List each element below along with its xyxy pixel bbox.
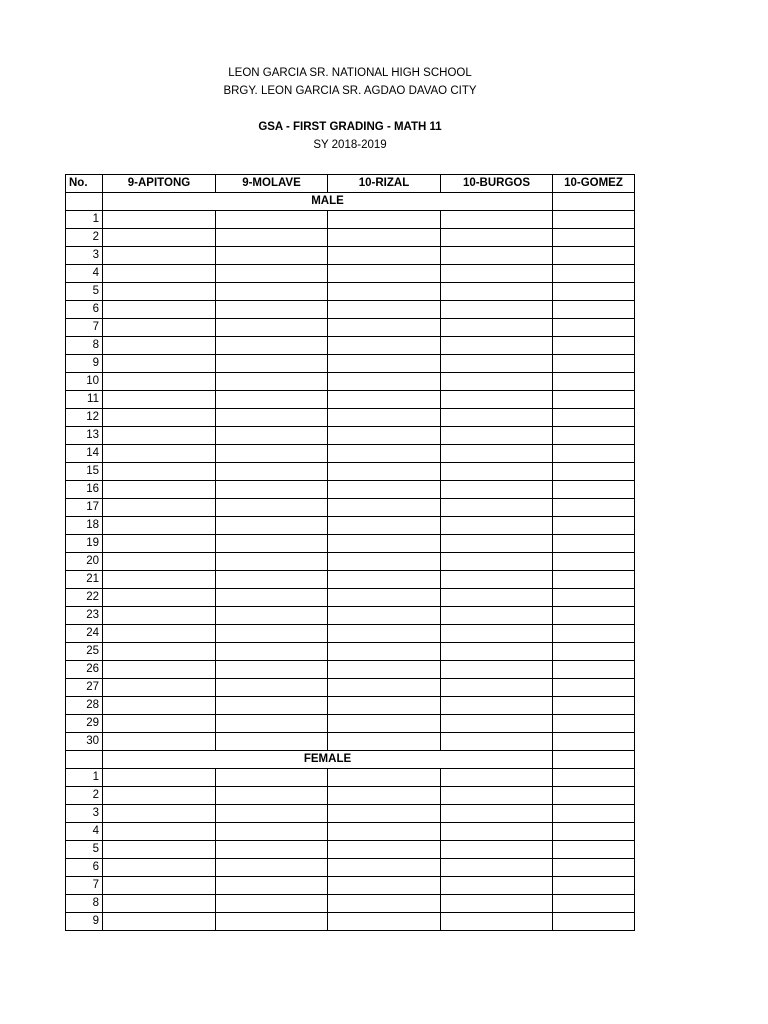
grade-cell[interactable]: [103, 715, 216, 733]
grade-cell[interactable]: [328, 607, 441, 625]
grade-cell[interactable]: [328, 265, 441, 283]
grade-cell[interactable]: [216, 463, 328, 481]
female-row-number: 3: [66, 805, 103, 823]
grade-cell[interactable]: [216, 859, 328, 877]
grade-cell[interactable]: [103, 805, 216, 823]
grade-cell[interactable]: [103, 877, 216, 895]
grade-cell[interactable]: [328, 841, 441, 859]
school-address: BRGY. LEON GARCIA SR. AGDAO DAVAO CITY: [223, 85, 477, 97]
grade-cell[interactable]: [103, 571, 216, 589]
column-header-10-gomez: 10-GOMEZ: [553, 175, 635, 193]
grade-cell[interactable]: [216, 337, 328, 355]
grade-cell[interactable]: [328, 769, 441, 787]
grade-cell[interactable]: [103, 679, 216, 697]
grade-cell[interactable]: [103, 391, 216, 409]
grade-sheet-table: [65, 174, 635, 931]
grade-cell[interactable]: [216, 391, 328, 409]
table-row: [66, 283, 635, 301]
male-row-number: 14: [66, 445, 103, 463]
grade-cell[interactable]: [328, 283, 441, 301]
grade-cell[interactable]: [328, 211, 441, 229]
female-row-number: 8: [66, 895, 103, 913]
grade-cell[interactable]: [553, 535, 635, 553]
grade-cell[interactable]: [328, 301, 441, 319]
grade-cell[interactable]: [103, 553, 216, 571]
grade-cell[interactable]: [553, 823, 635, 841]
grade-cell[interactable]: [441, 535, 553, 553]
grade-cell[interactable]: [216, 841, 328, 859]
table-body: [66, 193, 635, 931]
grade-cell[interactable]: [103, 517, 216, 535]
table-row: [66, 661, 635, 679]
grade-cell[interactable]: [441, 733, 553, 751]
table-row: [66, 733, 635, 751]
male-row-number: 19: [66, 535, 103, 553]
grade-cell[interactable]: [553, 679, 635, 697]
grade-cell[interactable]: [441, 661, 553, 679]
male-row-number: 13: [66, 427, 103, 445]
grade-cell[interactable]: [328, 553, 441, 571]
grade-cell[interactable]: [553, 661, 635, 679]
table-row: [66, 679, 635, 697]
grade-cell[interactable]: [103, 697, 216, 715]
male-row-number: 22: [66, 589, 103, 607]
grade-cell[interactable]: [553, 643, 635, 661]
grade-cell[interactable]: [553, 553, 635, 571]
grade-cell[interactable]: [441, 409, 553, 427]
column-header-9-molave: 9-MOLAVE: [216, 175, 328, 193]
table-row: [66, 913, 635, 931]
grade-cell[interactable]: [553, 229, 635, 247]
grade-cell[interactable]: [441, 895, 553, 913]
grade-cell[interactable]: [216, 355, 328, 373]
grade-cell[interactable]: [103, 427, 216, 445]
grade-cell[interactable]: [216, 229, 328, 247]
grade-cell[interactable]: [216, 301, 328, 319]
grade-cell[interactable]: [553, 445, 635, 463]
female-row-number: 2: [66, 787, 103, 805]
grade-cell[interactable]: [553, 265, 635, 283]
grade-cell[interactable]: [216, 481, 328, 499]
male-row-number: 4: [66, 265, 103, 283]
table-row: [66, 391, 635, 409]
grade-cell[interactable]: [216, 805, 328, 823]
grade-cell[interactable]: [441, 787, 553, 805]
grade-cell[interactable]: [441, 823, 553, 841]
grade-cell[interactable]: [103, 445, 216, 463]
grade-cell[interactable]: [441, 229, 553, 247]
grade-cell[interactable]: [103, 247, 216, 265]
grade-cell[interactable]: [328, 319, 441, 337]
grade-cell[interactable]: [216, 265, 328, 283]
grade-cell[interactable]: [216, 553, 328, 571]
male-row-number: 2: [66, 229, 103, 247]
grade-cell[interactable]: [216, 517, 328, 535]
grade-cell[interactable]: [216, 787, 328, 805]
grade-cell[interactable]: [103, 229, 216, 247]
school-name: LEON GARCIA SR. NATIONAL HIGH SCHOOL: [228, 67, 472, 79]
grade-cell[interactable]: [441, 337, 553, 355]
grade-cell[interactable]: [216, 895, 328, 913]
table-row: [66, 337, 635, 355]
grade-cell[interactable]: [328, 355, 441, 373]
female-row-number: 7: [66, 877, 103, 895]
grade-cell[interactable]: [553, 427, 635, 445]
grade-cell[interactable]: [328, 697, 441, 715]
table-row: [66, 607, 635, 625]
grade-cell[interactable]: [553, 409, 635, 427]
blank-cell: [66, 193, 103, 211]
male-row-number: 23: [66, 607, 103, 625]
grade-cell[interactable]: [553, 211, 635, 229]
grade-cell[interactable]: [103, 859, 216, 877]
table-header-row: [66, 175, 635, 193]
grade-cell[interactable]: [103, 409, 216, 427]
grade-cell[interactable]: [441, 247, 553, 265]
grade-cell[interactable]: [216, 733, 328, 751]
grade-cell[interactable]: [553, 589, 635, 607]
grade-cell[interactable]: [216, 643, 328, 661]
grade-cell[interactable]: [441, 643, 553, 661]
table-row: [66, 823, 635, 841]
grade-cell[interactable]: [553, 355, 635, 373]
table-row: [66, 859, 635, 877]
grade-cell[interactable]: [441, 391, 553, 409]
grade-cell[interactable]: [328, 571, 441, 589]
grade-cell[interactable]: [441, 265, 553, 283]
grade-cell[interactable]: [328, 715, 441, 733]
grade-cell[interactable]: [553, 337, 635, 355]
table-row: [66, 319, 635, 337]
grade-cell[interactable]: [441, 301, 553, 319]
grade-cell[interactable]: [553, 769, 635, 787]
grade-cell[interactable]: [441, 427, 553, 445]
column-header-9-apitong: 9-APITONG: [103, 175, 216, 193]
grade-cell[interactable]: [328, 373, 441, 391]
grade-cell[interactable]: [553, 715, 635, 733]
grade-cell[interactable]: [441, 517, 553, 535]
grade-cell[interactable]: [553, 571, 635, 589]
male-row-number: 17: [66, 499, 103, 517]
grade-cell[interactable]: [103, 661, 216, 679]
blank-cell: [66, 751, 103, 769]
male-row-number: 16: [66, 481, 103, 499]
grade-cell[interactable]: [328, 229, 441, 247]
grade-cell[interactable]: [328, 481, 441, 499]
grade-cell[interactable]: [553, 283, 635, 301]
table-row: [66, 643, 635, 661]
male-row-number: 5: [66, 283, 103, 301]
grade-cell[interactable]: [103, 769, 216, 787]
grade-cell[interactable]: [553, 517, 635, 535]
table-row: [66, 211, 635, 229]
grade-cell[interactable]: [441, 319, 553, 337]
grade-cell[interactable]: [216, 373, 328, 391]
column-header-no: No.: [66, 175, 103, 193]
female-row-number: 6: [66, 859, 103, 877]
grade-cell[interactable]: [441, 481, 553, 499]
grade-cell[interactable]: [216, 211, 328, 229]
table-row: [66, 265, 635, 283]
grade-cell[interactable]: [553, 481, 635, 499]
grade-cell[interactable]: [103, 301, 216, 319]
male-row-number: 8: [66, 337, 103, 355]
grade-cell[interactable]: [553, 373, 635, 391]
table-row: [66, 787, 635, 805]
table-row: [66, 247, 635, 265]
grade-cell[interactable]: [103, 643, 216, 661]
grade-cell[interactable]: [103, 283, 216, 301]
table-row: [66, 409, 635, 427]
grade-cell[interactable]: [328, 733, 441, 751]
grade-cell[interactable]: [328, 625, 441, 643]
grade-cell[interactable]: [553, 463, 635, 481]
column-header-10-rizal: 10-RIZAL: [328, 175, 441, 193]
grade-cell[interactable]: [103, 607, 216, 625]
female-section-row: [66, 751, 635, 769]
grade-cell[interactable]: [103, 535, 216, 553]
grade-cell[interactable]: [441, 211, 553, 229]
grade-cell[interactable]: [328, 877, 441, 895]
male-section-row: [66, 193, 635, 211]
grade-cell[interactable]: [328, 409, 441, 427]
grade-cell[interactable]: [441, 553, 553, 571]
male-row-number: 27: [66, 679, 103, 697]
grade-cell[interactable]: [103, 823, 216, 841]
female-row-number: 1: [66, 769, 103, 787]
grade-cell[interactable]: [216, 283, 328, 301]
grade-cell[interactable]: [553, 301, 635, 319]
grade-cell[interactable]: [103, 481, 216, 499]
grade-cell[interactable]: [441, 373, 553, 391]
grade-cell[interactable]: [441, 715, 553, 733]
grade-cell[interactable]: [441, 841, 553, 859]
male-row-number: 18: [66, 517, 103, 535]
grade-cell[interactable]: [103, 589, 216, 607]
grade-cell[interactable]: [441, 913, 553, 931]
grade-cell[interactable]: [441, 679, 553, 697]
grade-cell[interactable]: [328, 535, 441, 553]
grade-cell[interactable]: [328, 859, 441, 877]
table-row: [66, 715, 635, 733]
grade-cell[interactable]: [328, 427, 441, 445]
table-row: [66, 463, 635, 481]
table-row: [66, 697, 635, 715]
male-row-number: 20: [66, 553, 103, 571]
table-row: [66, 571, 635, 589]
grade-cell[interactable]: [553, 319, 635, 337]
grade-cell[interactable]: [103, 787, 216, 805]
table-row: [66, 535, 635, 553]
grade-cell[interactable]: [553, 895, 635, 913]
grade-cell[interactable]: [103, 373, 216, 391]
column-header-10-burgos: 10-BURGOS: [441, 175, 553, 193]
grade-cell[interactable]: [441, 805, 553, 823]
grade-cell[interactable]: [103, 463, 216, 481]
grade-cell[interactable]: [441, 355, 553, 373]
grade-cell[interactable]: [441, 445, 553, 463]
table-row: [66, 769, 635, 787]
male-row-number: 10: [66, 373, 103, 391]
table-row: [66, 517, 635, 535]
table-row: [66, 895, 635, 913]
blank-cell: [553, 193, 635, 211]
male-row-number: 28: [66, 697, 103, 715]
male-row-number: 1: [66, 211, 103, 229]
grade-cell[interactable]: [103, 211, 216, 229]
male-row-number: 24: [66, 625, 103, 643]
male-row-number: 26: [66, 661, 103, 679]
grade-cell[interactable]: [553, 625, 635, 643]
grade-cell[interactable]: [441, 625, 553, 643]
male-row-number: 12: [66, 409, 103, 427]
male-section-label: MALE: [103, 193, 553, 211]
grade-cell[interactable]: [441, 571, 553, 589]
grade-cell[interactable]: [553, 877, 635, 895]
male-row-number: 30: [66, 733, 103, 751]
grade-cell[interactable]: [103, 841, 216, 859]
grade-cell[interactable]: [328, 445, 441, 463]
male-row-number: 9: [66, 355, 103, 373]
male-row-number: 21: [66, 571, 103, 589]
grade-cell[interactable]: [216, 625, 328, 643]
table-row: [66, 301, 635, 319]
table-row: [66, 499, 635, 517]
grade-cell[interactable]: [103, 733, 216, 751]
female-row-number: 9: [66, 913, 103, 931]
grade-cell[interactable]: [328, 805, 441, 823]
grade-cell[interactable]: [103, 337, 216, 355]
grade-cell[interactable]: [216, 589, 328, 607]
male-row-number: 11: [66, 391, 103, 409]
grade-cell[interactable]: [328, 499, 441, 517]
grade-cell[interactable]: [103, 319, 216, 337]
grade-cell[interactable]: [553, 391, 635, 409]
male-row-number: 15: [66, 463, 103, 481]
male-row-number: 6: [66, 301, 103, 319]
grade-cell[interactable]: [103, 895, 216, 913]
grade-cell[interactable]: [441, 499, 553, 517]
table-row: [66, 481, 635, 499]
grade-cell[interactable]: [216, 571, 328, 589]
grade-cell[interactable]: [553, 841, 635, 859]
grade-cell[interactable]: [553, 805, 635, 823]
grade-cell[interactable]: [441, 607, 553, 625]
grade-cell[interactable]: [441, 859, 553, 877]
grade-cell[interactable]: [553, 787, 635, 805]
grade-cell[interactable]: [328, 679, 441, 697]
school-year: SY 2018-2019: [313, 139, 387, 151]
grade-cell[interactable]: [216, 445, 328, 463]
table-row: [66, 355, 635, 373]
grade-cell[interactable]: [216, 247, 328, 265]
grade-cell[interactable]: [216, 769, 328, 787]
grade-cell[interactable]: [216, 319, 328, 337]
grade-cell[interactable]: [103, 265, 216, 283]
grade-cell[interactable]: [216, 697, 328, 715]
grade-cell[interactable]: [441, 877, 553, 895]
grade-cell[interactable]: [216, 823, 328, 841]
grade-cell[interactable]: [328, 787, 441, 805]
grade-cell[interactable]: [103, 913, 216, 931]
grade-cell[interactable]: [441, 463, 553, 481]
grade-cell[interactable]: [103, 499, 216, 517]
table-row: [66, 427, 635, 445]
grade-cell[interactable]: [441, 697, 553, 715]
female-row-number: 4: [66, 823, 103, 841]
grade-cell[interactable]: [441, 589, 553, 607]
table-row: [66, 445, 635, 463]
male-row-number: 25: [66, 643, 103, 661]
grade-cell[interactable]: [216, 679, 328, 697]
grade-cell[interactable]: [216, 715, 328, 733]
grade-cell[interactable]: [216, 661, 328, 679]
grade-cell[interactable]: [216, 409, 328, 427]
grade-cell[interactable]: [216, 913, 328, 931]
grade-cell[interactable]: [216, 607, 328, 625]
grade-cell[interactable]: [328, 661, 441, 679]
grade-cell[interactable]: [553, 913, 635, 931]
grade-cell[interactable]: [328, 913, 441, 931]
grade-cell[interactable]: [103, 355, 216, 373]
table-row: [66, 841, 635, 859]
female-row-number: 5: [66, 841, 103, 859]
grade-cell[interactable]: [328, 589, 441, 607]
grade-cell[interactable]: [328, 337, 441, 355]
grade-cell[interactable]: [328, 643, 441, 661]
table-row: [66, 553, 635, 571]
grade-cell[interactable]: [553, 499, 635, 517]
grade-cell[interactable]: [328, 823, 441, 841]
table-row: [66, 589, 635, 607]
table-row: [66, 877, 635, 895]
table-row: [66, 625, 635, 643]
grade-cell[interactable]: [553, 697, 635, 715]
female-section-label: FEMALE: [103, 751, 553, 769]
table-row: [66, 229, 635, 247]
male-row-number: 7: [66, 319, 103, 337]
grade-cell[interactable]: [216, 535, 328, 553]
grade-cell[interactable]: [328, 895, 441, 913]
grade-cell[interactable]: [553, 859, 635, 877]
grade-cell[interactable]: [216, 877, 328, 895]
table-row: [66, 373, 635, 391]
grade-cell[interactable]: [553, 247, 635, 265]
grade-cell[interactable]: [328, 391, 441, 409]
grade-cell[interactable]: [441, 283, 553, 301]
grade-cell[interactable]: [216, 499, 328, 517]
grade-cell[interactable]: [103, 625, 216, 643]
document-subject: GSA - FIRST GRADING - MATH 11: [258, 121, 442, 133]
grade-cell[interactable]: [441, 769, 553, 787]
table-row: [66, 805, 635, 823]
grade-cell[interactable]: [328, 247, 441, 265]
grade-cell[interactable]: [328, 517, 441, 535]
grade-cell[interactable]: [553, 607, 635, 625]
grade-cell[interactable]: [216, 427, 328, 445]
grade-cell[interactable]: [553, 733, 635, 751]
male-row-number: 3: [66, 247, 103, 265]
blank-cell: [553, 751, 635, 769]
grade-cell[interactable]: [328, 463, 441, 481]
male-row-number: 29: [66, 715, 103, 733]
